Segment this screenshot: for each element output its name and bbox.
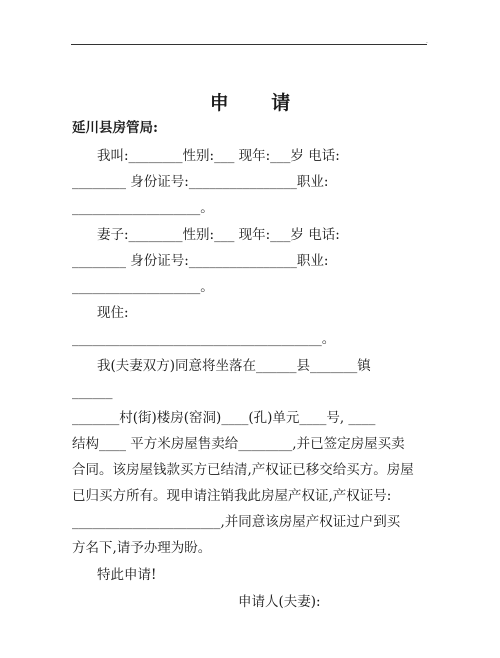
body-line-5: 合同。该房屋钱款买方已结清,产权证已移交给买方。房屋: [72, 462, 414, 478]
document-title: 申 请: [209, 92, 309, 114]
addressee: 延川县房管局:: [72, 120, 158, 136]
closing-phrase: 特此申请!: [97, 567, 157, 583]
applicant-line-2: ________ 身份证号:________________职业:: [72, 174, 329, 190]
spouse-line-2: ________ 身份证号:________________职业:: [72, 253, 329, 269]
body-line-3: _______村(街)楼房(窑洞)____(孔)单元____号, ____: [72, 410, 376, 426]
body-line-4: 结构____ 平方米房屋售卖给________,并已签定房屋买卖: [72, 436, 405, 452]
body-line-6: 已归买方所有。现申请注销我此房屋产权证,产权证号:: [72, 488, 392, 504]
spouse-line-1: 妻子:________性别:___ 现年:___岁 电话:: [97, 227, 340, 243]
signature-label: 申请人(夫妻):: [238, 594, 321, 610]
body-line-8: 方名下,请予办理为盼。: [72, 540, 212, 556]
body-line-2: ______: [72, 384, 113, 400]
body-line-1: 我(夫妻双方)同意将坐落在______县_______镇: [97, 358, 371, 374]
residence-line: _____________________________________。: [72, 331, 336, 347]
header-dot: .: [426, 38, 428, 45]
header-rule: [71, 44, 427, 45]
body-line-7: ______________________,并同意该房屋产权证过户到买: [72, 514, 401, 530]
residence-label: 现住:: [97, 305, 129, 321]
applicant-line-3: ___________________。: [72, 200, 214, 216]
spouse-line-3: ___________________。: [72, 279, 214, 295]
applicant-line-1: 我叫:________性别:___ 现年:___岁 电话:: [97, 148, 340, 164]
